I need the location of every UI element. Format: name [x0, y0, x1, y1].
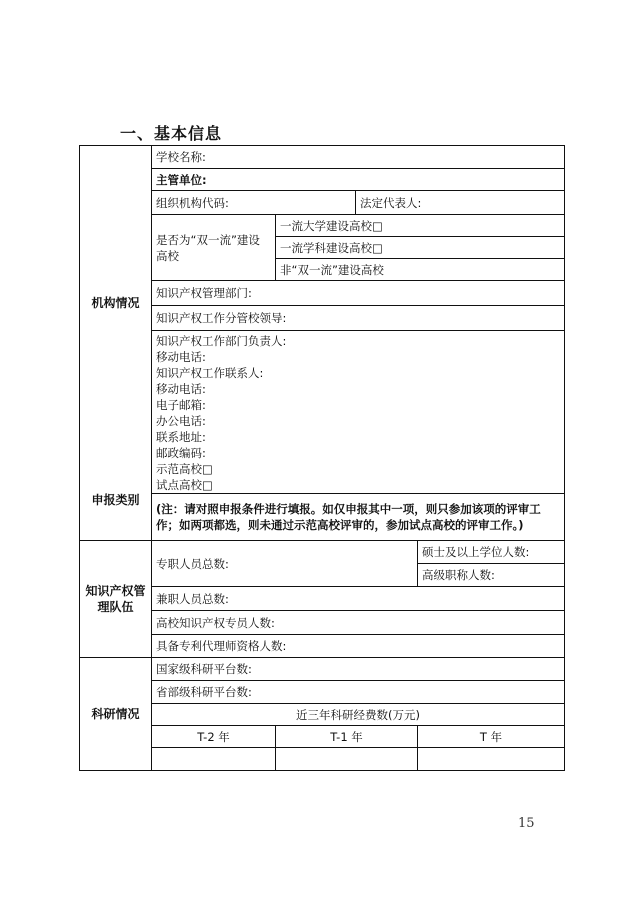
dfc-option-discipline[interactable]: 一流学科建设高校□: [276, 237, 565, 259]
category-label: 申报类别: [91, 493, 140, 507]
year-t-minus-2-header: T-2 年: [152, 726, 276, 748]
funding-header: 近三年科研经费数(万元): [152, 704, 565, 726]
parttime-staff-field[interactable]: 兼职人员总数:: [152, 587, 565, 611]
pilot-university-checkbox[interactable]: 试点高校□: [156, 478, 213, 492]
legal-rep-field[interactable]: 法定代表人:: [356, 191, 565, 215]
contact-line[interactable]: 知识产权工作部门负责人:: [156, 334, 287, 348]
year-t-minus-1-header: T-1 年: [276, 726, 418, 748]
contact-line[interactable]: 办公电话:: [156, 414, 206, 428]
provincial-platforms-field[interactable]: 省部级科研平台数:: [152, 681, 565, 704]
fulltime-staff-field[interactable]: 专职人员总数:: [152, 541, 418, 587]
contact-line[interactable]: 邮政编码:: [156, 446, 206, 460]
institution-category-label-cell: [80, 146, 152, 541]
ip-team-label: 知识产权管理队伍: [80, 541, 152, 658]
double-first-class-label: 是否为“双一流”建设高校: [152, 215, 276, 281]
category-note: (注：请对照申报条件进行填报。如仅申报其中一项，则只参加该项的评审工作；如两项都选，则未通过示范高校评审的，参加试点高校的评审工作。): [152, 494, 565, 541]
institution-label: 机构情况: [91, 296, 140, 310]
funding-t-cell[interactable]: [418, 748, 565, 771]
masters-above-field[interactable]: 硕士及以上学位人数:: [418, 541, 565, 564]
section-title: 一、基本信息: [120, 124, 223, 143]
ip-leader-field[interactable]: 知识产权工作分管校领导:: [152, 306, 565, 331]
school-name-field[interactable]: 学校名称:: [152, 146, 565, 169]
year-t-header: T 年: [418, 726, 565, 748]
contact-line[interactable]: 联系地址:: [156, 430, 206, 444]
dfc-option-university[interactable]: 一流大学建设高校□: [276, 215, 565, 237]
page-number: 15: [518, 816, 535, 831]
contact-line[interactable]: 移动电话:: [156, 382, 206, 396]
patent-agents-field[interactable]: 具备专利代理师资格人数:: [152, 635, 565, 658]
ip-specialists-field[interactable]: 高校知识产权专员人数:: [152, 611, 565, 635]
contact-line[interactable]: 电子邮箱:: [156, 398, 206, 412]
national-platforms-field[interactable]: 国家级科研平台数:: [152, 658, 565, 681]
demo-university-checkbox[interactable]: 示范高校□: [156, 462, 213, 476]
contact-line[interactable]: 移动电话:: [156, 350, 206, 364]
ip-department-field[interactable]: 知识产权管理部门:: [152, 281, 565, 306]
funding-t-minus-1-cell[interactable]: [276, 748, 418, 771]
senior-title-field[interactable]: 高级职称人数:: [418, 564, 565, 587]
research-label: 科研情况: [80, 658, 152, 771]
basic-info-table: [79, 145, 565, 771]
funding-t-minus-2-cell[interactable]: [152, 748, 276, 771]
org-code-field[interactable]: 组织机构代码:: [152, 191, 356, 215]
supervising-unit-field[interactable]: 主管单位:: [152, 169, 565, 191]
contact-info-block: [152, 331, 565, 494]
contact-line[interactable]: 知识产权工作联系人:: [156, 366, 264, 380]
dfc-option-none[interactable]: 非“双一流”建设高校: [276, 259, 565, 281]
